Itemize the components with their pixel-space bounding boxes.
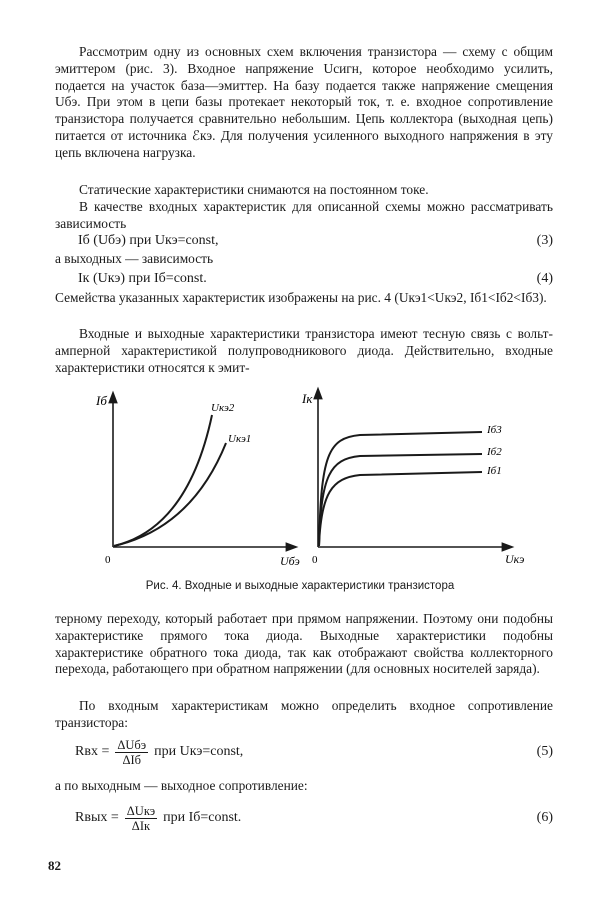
figure-4 — [0, 385, 600, 600]
paragraph-output-char: а выходных — зависимость — [55, 251, 214, 266]
curve-uke1 — [114, 443, 226, 546]
curve-ib1 — [319, 472, 482, 546]
paragraph-emitter: терному переходу, который работает при прямом напряжении. Поэтому они подобны характеристике прямого тока диода. Выходные характеристики подобны характеристике обратного тока диода, так как отображают свойства коллекторного перехода, работающего при обратном напряжении (для основных носителей заряда). — [55, 611, 553, 677]
formula-6-number: (6) — [536, 810, 553, 825]
right-curve-label-ib2: Iб2 — [487, 446, 502, 458]
right-x-label: Uкэ — [505, 552, 525, 566]
formula-3 — [78, 232, 553, 250]
paragraph-input-resistance: По входным характеристикам можно определить входное сопротивление транзистора: — [55, 698, 553, 730]
formula-4-text: Iк (Uкэ) при Iб=const. — [78, 271, 207, 286]
formula-6-lhs: Rвых = — [75, 810, 119, 825]
formula-5 — [75, 732, 553, 772]
formula-5-fraction — [115, 738, 148, 767]
formula-4 — [78, 270, 553, 288]
formula-4-number: (4) — [536, 271, 553, 286]
right-curve-label-ib3: Iб3 — [487, 424, 502, 436]
paragraph-output-resistance: а по выходным — выходное сопротивление: — [55, 778, 308, 793]
formula-5-denominator: ΔIб — [122, 752, 142, 767]
paragraph-intro: Рассмотрим одну из основных схем включения транзистора — схему с общим эмиттером (рис. 3). Входное напряжение Uсигн, которое необходимо усилить, подается на участок база—эмиттер. На базу подается также напряжение смещения Uбэ. При этом в цепи базы протекает некоторый ток, т. е. входное сопротивление транзистора получается сравнительно небольшим. Цепь коллектора (выходная цепь) питается от источника ℰкэ. Для получения усиленного выходного напряжения в эту цепь включена нагрузка. — [55, 44, 553, 160]
formula-6 — [75, 798, 553, 838]
right-origin: 0 — [312, 554, 318, 566]
formula-6-condition: при Iб=const. — [163, 810, 242, 825]
formula-5-lhs: Rвх = — [75, 744, 110, 759]
formula-6-denominator: ΔIк — [131, 818, 151, 833]
left-curve-label-uke2: Uкэ2 — [211, 402, 235, 414]
curve-ib3 — [319, 432, 482, 546]
formula-5-condition: при Uкэ=const, — [154, 744, 244, 759]
curve-ib2 — [319, 454, 482, 546]
left-curve-label-uke1: Uкэ1 — [228, 433, 252, 445]
paragraph-diode-relation: Входные и выходные характеристики транзистора имеют тесную связь с вольт-амперной характеристикой полупроводникового диода. Действительно, входные характеристики относятся к эмит- — [55, 326, 553, 375]
formula-3-number: (3) — [536, 233, 553, 248]
paragraph-families: Семейства указанных характеристик изображены на рис. 4 (Uкэ1<Uкэ2, Iб1<Iб2<Iб3). — [55, 290, 547, 305]
formula-5-number: (5) — [536, 744, 553, 759]
left-origin: 0 — [105, 554, 111, 566]
paragraph-static: Статические характеристики снимаются на постоянном токе. — [79, 182, 429, 197]
paragraph-input-char: В качестве входных характеристик для описанной схемы можно рассматривать зависимость — [55, 199, 553, 231]
formula-6-numerator: ΔUкэ — [126, 803, 156, 818]
formula-5-numerator: ΔUбэ — [117, 737, 147, 752]
page-number: 82 — [48, 858, 61, 873]
formula-6-fraction — [125, 804, 157, 833]
figure-caption: Рис. 4. Входные и выходные характеристики транзистора — [145, 580, 455, 592]
right-curve-label-ib1: Iб1 — [487, 465, 502, 477]
right-y-label: Iк — [302, 391, 313, 406]
left-y-label: Iб — [96, 393, 107, 408]
left-x-label: Uбэ — [280, 554, 300, 568]
figure-svg — [0, 385, 600, 600]
formula-3-text: Iб (Uбэ) при Uкэ=const, — [78, 233, 219, 248]
